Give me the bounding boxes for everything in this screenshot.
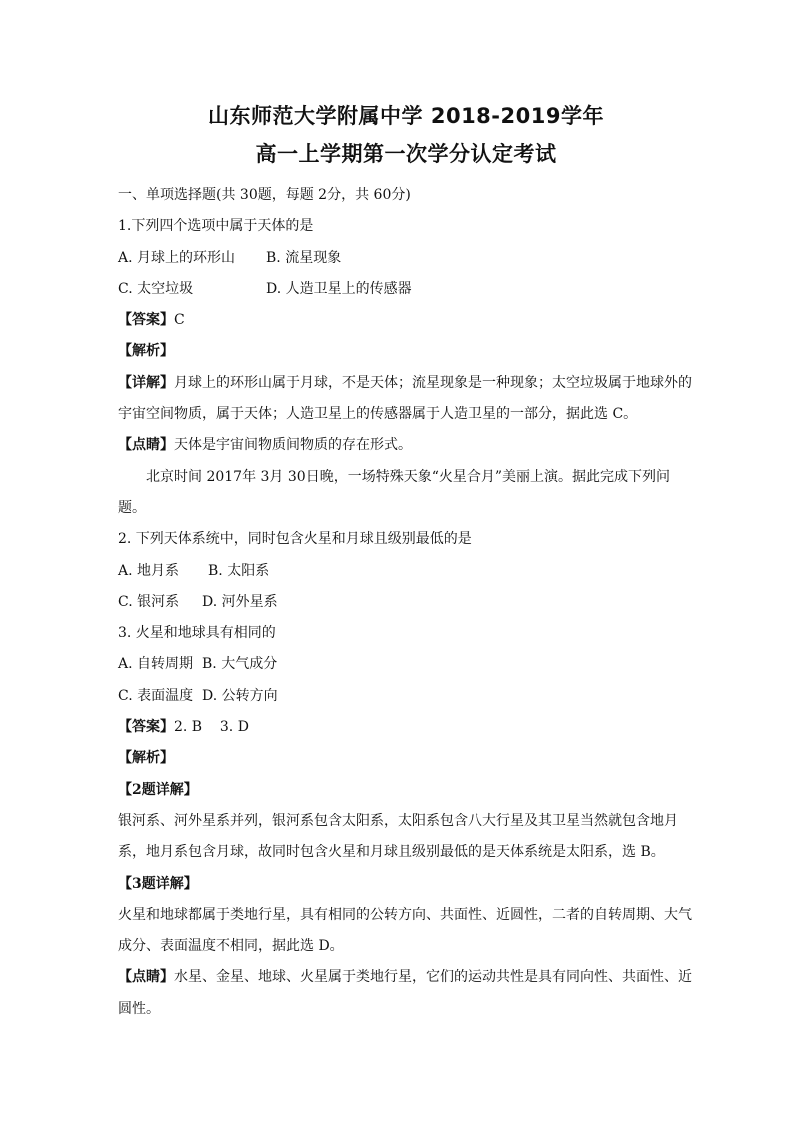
option-b: B. 流星现象 [266, 249, 342, 266]
q2-detail-tag: 【2题详解】 [118, 781, 198, 798]
detail-text: 月球上的环形山属于月球，不是天体；流星现象是一种现象；太空垃圾属于地球外的宇宙空间物质，属于天体；人造卫星上的传感器属于人造卫星的一部分，据此选 C。 [118, 374, 692, 423]
question-2-options-ab [118, 556, 694, 587]
analysis-tag: 【解析】 [118, 343, 174, 360]
question-3-options-cd [118, 681, 694, 712]
answers-2-3 [118, 712, 694, 743]
comment-text: 天体是宇宙间物质间物质的存在形式。 [174, 437, 412, 454]
question-1-detail [118, 368, 694, 431]
comment-tag: 【点睛】 [118, 437, 174, 454]
page-subtitle: 高一上学期第一次学分认定考试 [255, 142, 557, 166]
analysis-tag: 【解析】 [118, 750, 174, 767]
comment-text: 水星、金星、地球、火星属于类地行星，它们的运动共性是具有同向性、共面性、近圆性。 [118, 969, 692, 1017]
q2-detail-text: 银河系、河外星系并列，银河系包含太阳系，太阳系包含八大行星及其卫星当然就包含地月系，地月系包含月球，故同时包含火星和月球且级别最低的是天体系统是太阳系，选 B。 [118, 812, 678, 861]
section-heading: 一、单项选择题(共 30题，每题 2分，共 60分) [118, 187, 411, 203]
q2-detail-heading [118, 775, 694, 806]
answer-tag: 【答案】 [118, 312, 174, 329]
answer-value: 2. B 3. D [174, 719, 249, 736]
option-d: D. 人造卫星上的传感器 [266, 280, 412, 297]
answer-tag: 【答案】 [118, 719, 174, 736]
option-d: D. 河外星系 [202, 593, 278, 610]
material-paragraph: 北京时间 2017年 3月 30日晚，一场特殊天象“火星合月”美丽上演。据此完成下列问题。 [118, 468, 671, 516]
option-c: C. 表面温度 [118, 687, 194, 704]
option-a: A. 自转周期 [118, 656, 194, 673]
question-3-options-ab [118, 649, 694, 680]
option-a: A. 月球上的环形山 [118, 249, 236, 266]
question-1-answer [118, 305, 694, 336]
question-3-stem: 3. 火星和地球具有相同的 [118, 625, 276, 642]
option-c: C. 银河系 [118, 593, 180, 610]
answer-value: C [174, 312, 185, 329]
question-1-options-ab [118, 243, 694, 274]
q3-detail-tag: 【3题详解】 [118, 875, 198, 892]
q3-detail-heading [118, 869, 694, 900]
question-1-stem: 1.下列四个选项中属于天体的是 [118, 218, 314, 235]
comment-tag: 【点睛】 [118, 969, 174, 986]
analysis-2-3 [118, 743, 694, 774]
question-2-options-cd [118, 587, 694, 618]
option-d: D. 公转方向 [202, 687, 278, 704]
option-c: C. 太空垃圾 [118, 280, 194, 297]
detail-tag: 【详解】 [118, 374, 174, 391]
option-a: A. 地月系 [118, 562, 180, 579]
q3-detail-text: 火星和地球都属于类地行星，具有相同的公转方向、共面性、近圆性，二者的自转周期、大气成分、表面温度不相同，据此选 D。 [118, 906, 692, 955]
page-title: 山东师范大学附属中学 2018-2019学年 [208, 104, 604, 128]
question-1-comment [118, 430, 694, 461]
option-b: B. 太阳系 [208, 562, 270, 579]
question-1-analysis [118, 336, 694, 367]
option-b: B. 大气成分 [202, 656, 278, 673]
comment-2-3 [118, 962, 694, 1025]
question-1-options-cd [118, 274, 694, 305]
question-2-stem: 2. 下列天体系统中，同时包含火星和月球且级别最低的是 [118, 531, 472, 548]
